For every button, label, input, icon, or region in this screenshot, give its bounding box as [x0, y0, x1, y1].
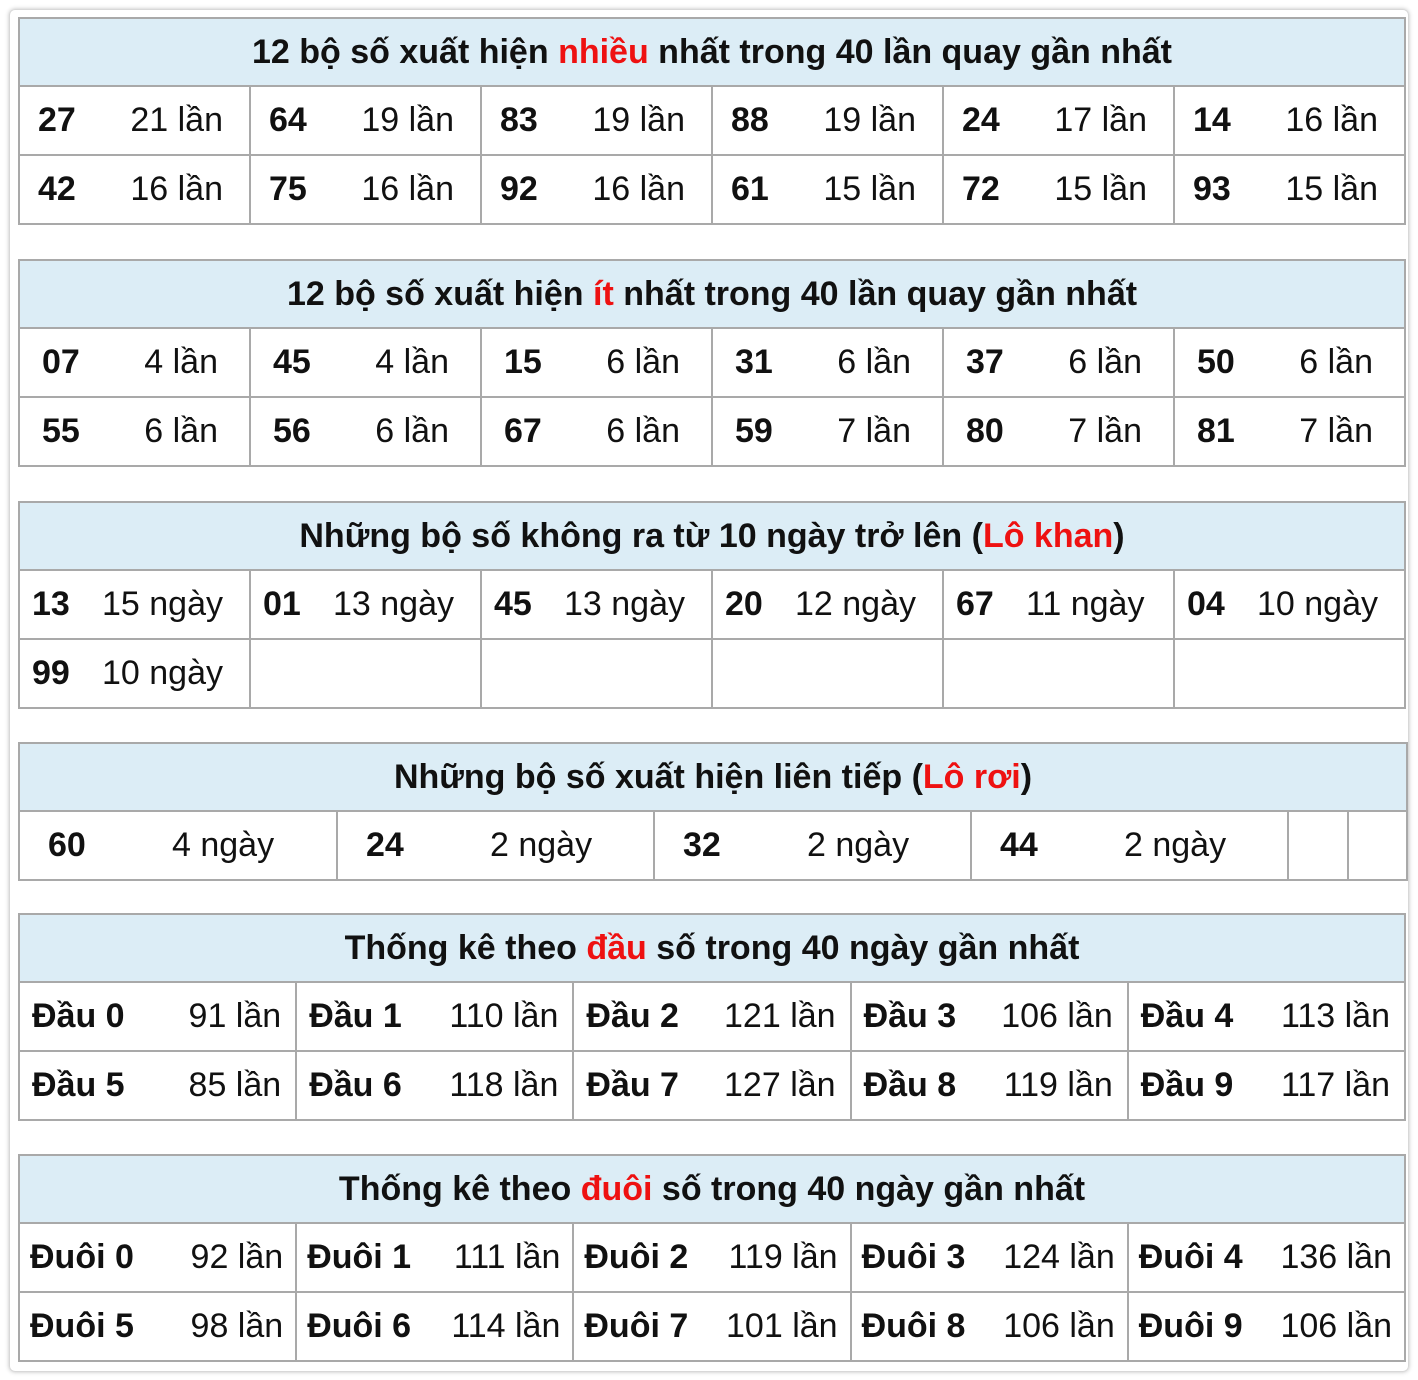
- stat-cell: 20 12 ngày: [712, 570, 943, 639]
- stat-cell: Đuôi 7 101 lần: [573, 1292, 850, 1361]
- stat-cell: Đuôi 3 124 lần: [851, 1223, 1128, 1292]
- stat-cell: 44 2 ngày: [971, 811, 1288, 880]
- stat-cell: Đầu 2 121 lần: [573, 982, 850, 1051]
- stat-cell: Đuôi 1 111 lần: [296, 1223, 573, 1292]
- stat-cell: Đầu 4 113 lần: [1128, 982, 1405, 1051]
- section-title: Những bộ số xuất hiện liên tiếp (Lô rơi): [19, 743, 1407, 811]
- stat-cell: 15 6 lần: [481, 328, 712, 397]
- stat-cell: 45 13 ngày: [481, 570, 712, 639]
- stat-cell: Đầu 1 110 lần: [296, 982, 573, 1051]
- stat-cell: 72 15 lần: [943, 155, 1174, 224]
- stat-cell: Đầu 3 106 lần: [851, 982, 1128, 1051]
- stat-cell: Đuôi 6 114 lần: [296, 1292, 573, 1361]
- stat-cell: Đuôi 0 92 lần: [19, 1223, 296, 1292]
- stat-cell: 07 4 lần: [19, 328, 250, 397]
- stat-cell: Đuôi 8 106 lần: [851, 1292, 1128, 1361]
- stat-cell: 92 16 lần: [481, 155, 712, 224]
- stat-cell: 01 13 ngày: [250, 570, 481, 639]
- section-title: 12 bộ số xuất hiện ít nhất trong 40 lần quay gần nhất: [19, 260, 1405, 328]
- stat-cell: 61 15 lần: [712, 155, 943, 224]
- stat-cell: 75 16 lần: [250, 155, 481, 224]
- stat-cell: 24 17 lần: [943, 86, 1174, 155]
- least-frequent-table: [18, 259, 1406, 467]
- stat-cell: 59 7 lần: [712, 397, 943, 466]
- most-frequent-table: [18, 17, 1406, 225]
- stat-cell: 37 6 lần: [943, 328, 1174, 397]
- stat-cell: 14 16 lần: [1174, 86, 1405, 155]
- stat-cell: 42 16 lần: [19, 155, 250, 224]
- stat-cell: 24 2 ngày: [337, 811, 654, 880]
- stat-cell: Đầu 6 118 lần: [296, 1051, 573, 1120]
- lo-roi-table: [18, 742, 1408, 881]
- dau-stats-table: [18, 913, 1406, 1121]
- stat-cell: 50 6 lần: [1174, 328, 1405, 397]
- empty-cell: [712, 639, 943, 708]
- stat-cell: Đầu 5 85 lần: [19, 1051, 296, 1120]
- section-title: Thống kê theo đầu số trong 40 ngày gần nhất: [19, 914, 1405, 982]
- stat-cell: 93 15 lần: [1174, 155, 1405, 224]
- stat-cell: 81 7 lần: [1174, 397, 1405, 466]
- stat-cell: 13 15 ngày: [19, 570, 250, 639]
- stat-cell: 99 10 ngày: [19, 639, 250, 708]
- empty-cell: [1288, 811, 1348, 880]
- stat-cell: Đuôi 2 119 lần: [573, 1223, 850, 1292]
- empty-cell: [943, 639, 1174, 708]
- stat-cell: 27 21 lần: [19, 86, 250, 155]
- stat-cell: 88 19 lần: [712, 86, 943, 155]
- stat-cell: 67 11 ngày: [943, 570, 1174, 639]
- stat-cell: 64 19 lần: [250, 86, 481, 155]
- stat-cell: 83 19 lần: [481, 86, 712, 155]
- empty-cell: [1348, 811, 1407, 880]
- stat-cell: 04 10 ngày: [1174, 570, 1405, 639]
- empty-cell: [250, 639, 481, 708]
- section-title: Những bộ số không ra từ 10 ngày trở lên (Lô khan): [19, 502, 1405, 570]
- stat-cell: Đầu 8 119 lần: [851, 1051, 1128, 1120]
- stat-cell: Đầu 9 117 lần: [1128, 1051, 1405, 1120]
- stat-cell: 32 2 ngày: [654, 811, 971, 880]
- section-title: Thống kê theo đuôi số trong 40 ngày gần nhất: [19, 1155, 1405, 1223]
- stat-cell: Đầu 0 91 lần: [19, 982, 296, 1051]
- stat-cell: Đuôi 4 136 lần: [1128, 1223, 1405, 1292]
- stat-cell: 31 6 lần: [712, 328, 943, 397]
- empty-cell: [481, 639, 712, 708]
- section-title: 12 bộ số xuất hiện nhiều nhất trong 40 lần quay gần nhất: [19, 18, 1405, 86]
- stat-cell: 60 4 ngày: [19, 811, 337, 880]
- empty-cell: [1174, 639, 1405, 708]
- lo-khan-table: [18, 501, 1406, 709]
- stat-cell: Đuôi 9 106 lần: [1128, 1292, 1405, 1361]
- stat-cell: 80 7 lần: [943, 397, 1174, 466]
- stat-cell: 55 6 lần: [19, 397, 250, 466]
- stat-cell: Đuôi 5 98 lần: [19, 1292, 296, 1361]
- stat-cell: Đầu 7 127 lần: [573, 1051, 850, 1120]
- stat-cell: 56 6 lần: [250, 397, 481, 466]
- stat-cell: 45 4 lần: [250, 328, 481, 397]
- duoi-stats-table: [18, 1154, 1406, 1362]
- stat-cell: 67 6 lần: [481, 397, 712, 466]
